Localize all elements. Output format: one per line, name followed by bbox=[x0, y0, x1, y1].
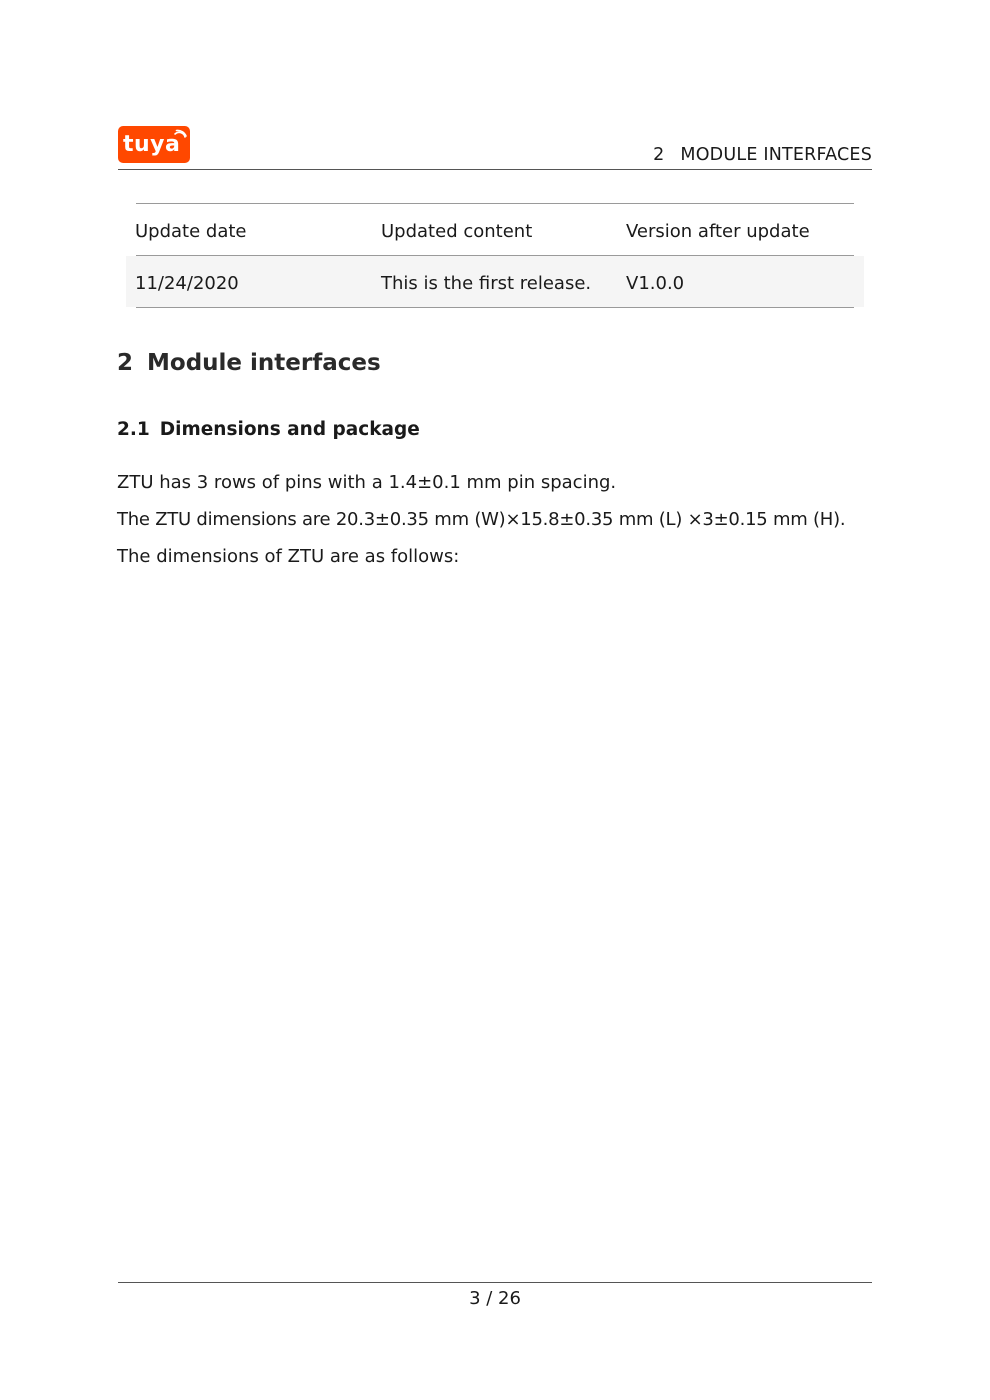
section-heading bbox=[117, 350, 381, 376]
page-number: 3 / 26 bbox=[469, 1288, 521, 1309]
section-title: Module interfaces bbox=[147, 350, 381, 376]
subsection-number: 2.1 bbox=[117, 419, 150, 440]
subsection-heading bbox=[117, 419, 420, 440]
running-header-title: MODULE INTERFACES bbox=[680, 145, 872, 165]
subsection-title: Dimensions and package bbox=[159, 419, 420, 440]
logo-text: tuya bbox=[123, 132, 181, 157]
running-header bbox=[653, 145, 872, 165]
cell-version: V1.0.0 bbox=[626, 273, 685, 294]
column-header-version: Version after update bbox=[626, 221, 810, 242]
tuya-logo bbox=[118, 126, 190, 163]
column-header-updated-content: Updated content bbox=[381, 221, 533, 242]
section-number: 2 bbox=[117, 350, 134, 376]
wifi-icon bbox=[173, 128, 187, 142]
column-header-update-date: Update date bbox=[135, 221, 247, 242]
table-row bbox=[126, 256, 864, 307]
table-header-row bbox=[126, 204, 864, 255]
cell-update-date: 11/24/2020 bbox=[135, 273, 239, 294]
footer-rule bbox=[118, 1282, 872, 1283]
paragraph-dimensions-intro: The dimensions of ZTU are as follows: bbox=[117, 546, 460, 567]
running-header-number: 2 bbox=[653, 145, 665, 165]
revision-table bbox=[126, 203, 864, 308]
paragraph-dimensions: The ZTU dimensions are 20.3±0.35 mm (W)×15.8±0.35 mm (L) ×3±0.15 mm (H). bbox=[117, 509, 846, 530]
cell-updated-content: This is the first release. bbox=[381, 273, 592, 294]
header-rule bbox=[118, 169, 872, 170]
paragraph-pin-spacing: ZTU has 3 rows of pins with a 1.4±0.1 mm pin spacing. bbox=[117, 472, 617, 493]
